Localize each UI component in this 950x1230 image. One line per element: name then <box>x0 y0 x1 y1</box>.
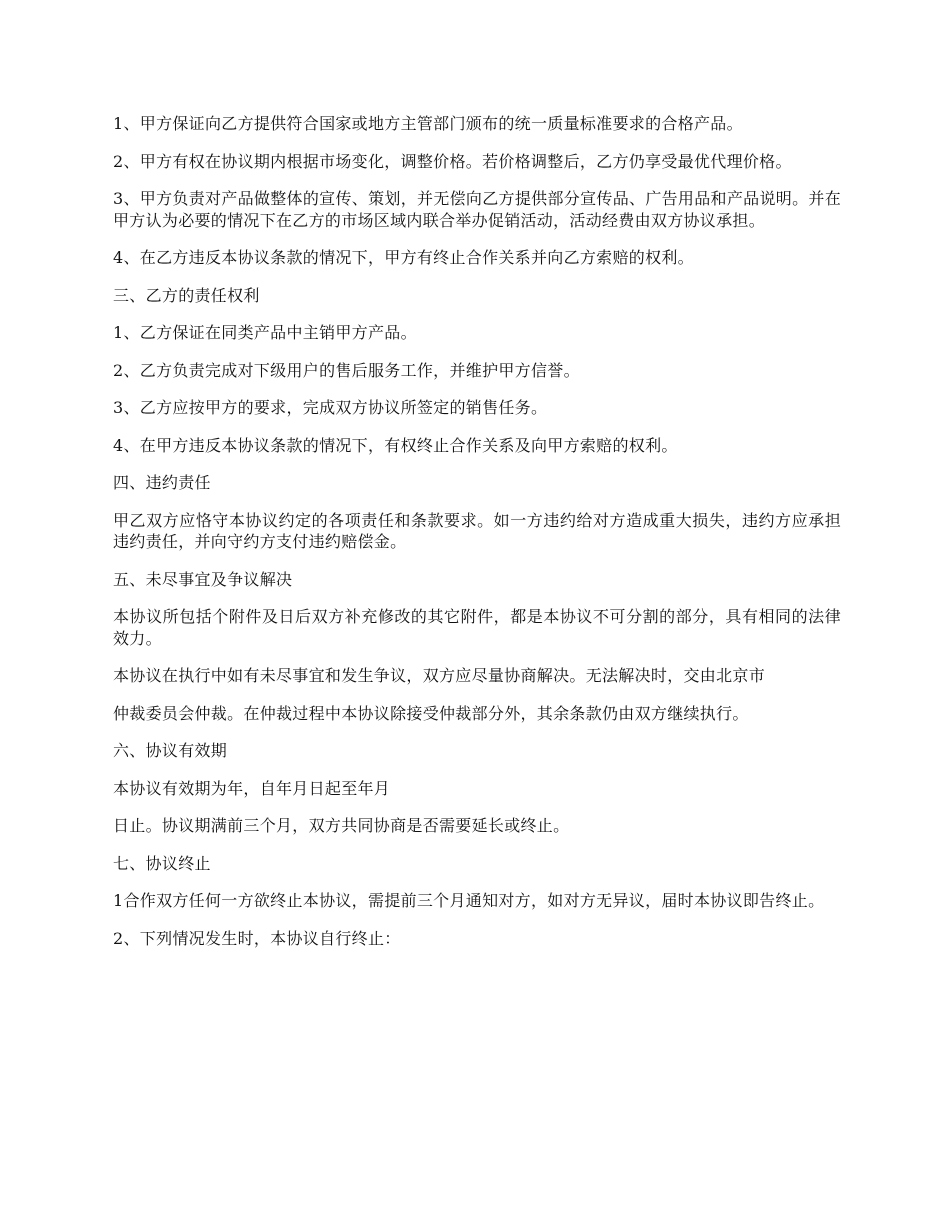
validity-clause-period: 本协议有效期为年，自年月日起至年月 <box>113 778 391 798</box>
clause-1-product-quality: 1、甲方保证向乙方提供符合国家或地方主管部门颁布的统一质量标准要求的合格产品。 <box>113 114 743 133</box>
section-heading-validity: 六、协议有效期 <box>113 741 228 760</box>
disputes-clause-attachments: 本协议所包括个附件及日后双方补充修改的其它附件，都是本协议不可分割的部分，具有相同的法律效力。 <box>113 607 841 648</box>
breach-clause: 甲乙双方应恪守本协议约定的各项责任和条款要求。如一方违约给对方造成重大损失，违约方应承担违约责任，并向守约方支付违约赔偿金。 <box>113 510 841 551</box>
validity-clause-extension: 日止。协议期满前三个月，双方共同协商是否需要延长或终止。 <box>113 816 570 835</box>
disputes-clause-negotiation: 本协议在执行中如有未尽事宜和发生争议，双方应尽量协商解决。无法解决时，交由北京市 <box>113 666 766 685</box>
document-body <box>113 113 841 965</box>
clause-3-promotion: 3、甲方负责对产品做整体的宣传、策划，并无偿向乙方提供部分宣传品、广告用品和产品说明。并在甲方认为必要的情况下在乙方的市场区域内联合举办促销活动，活动经费由双方协议承担。 <box>113 189 841 230</box>
party-b-clause-3: 3、乙方应按甲方的要求，完成双方协议所签定的销售任务。 <box>113 398 548 417</box>
section-heading-termination: 七、协议终止 <box>113 853 211 873</box>
disputes-clause-arbitration: 仲裁委员会仲裁。在仲裁过程中本协议除接受仲裁部分外，其余条款仍由双方继续执行。 <box>113 703 749 723</box>
party-b-clause-1: 1、乙方保证在同类产品中主销甲方产品。 <box>113 323 417 342</box>
section-heading-disputes: 五、未尽事宜及争议解决 <box>113 569 293 589</box>
termination-clause-1: 1合作双方任何一方欲终止本协议，需提前三个月通知对方，如对方无异议，届时本协议即告终止。 <box>113 891 825 910</box>
party-b-clause-2: 2、乙方负责完成对下级用户的售后服务工作，并维护甲方信誉。 <box>113 360 580 380</box>
section-heading-party-b: 三、乙方的责任权利 <box>113 285 260 305</box>
party-b-clause-4: 4、在甲方违反本协议条款的情况下，有权终止合作关系及向甲方索赔的权利。 <box>113 435 678 455</box>
section-heading-breach: 四、违约责任 <box>113 473 211 492</box>
clause-4-termination-right: 4、在乙方违反本协议条款的情况下，甲方有终止合作关系并向乙方索赔的权利。 <box>113 248 694 267</box>
clause-2-price-adjustment: 2、甲方有权在协议期内根据市场变化，调整价格。若价格调整后，乙方仍享受最优代理价格。 <box>113 151 792 171</box>
termination-clause-2: 2、下列情况发生时，本协议自行终止： <box>113 928 401 948</box>
